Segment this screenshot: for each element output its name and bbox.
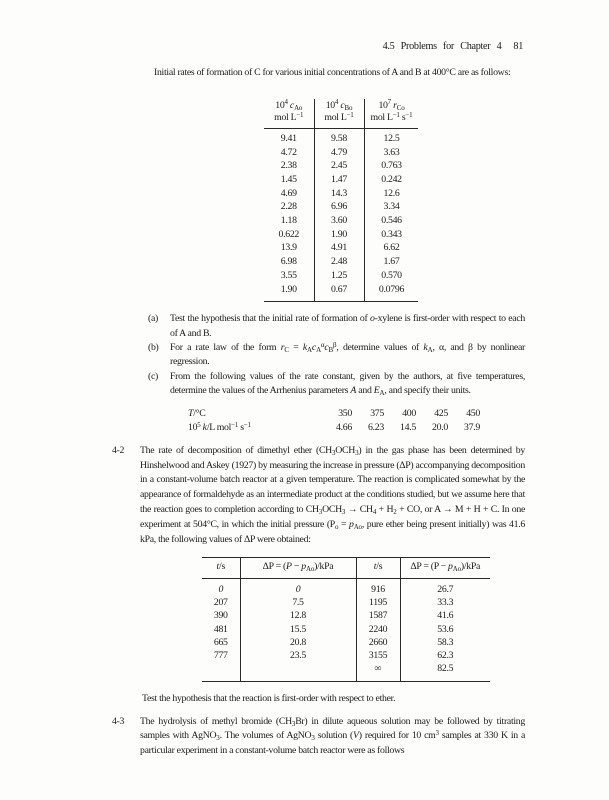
table-cell: 0.242 (364, 173, 418, 187)
rate-constant-value: 6.23 (368, 422, 384, 434)
problem-4-2 (112, 444, 525, 548)
problem-number: 4-2 (112, 444, 125, 456)
table-row (202, 636, 490, 649)
table-cell: 82.5 (400, 662, 490, 682)
table-cell: 1.90 (314, 228, 364, 242)
table-cell: 1.18 (280, 215, 297, 227)
table-cell: 1195 (356, 596, 400, 609)
table-cell: 6.96 (314, 200, 364, 214)
table-cell: 0.343 (364, 228, 418, 242)
table-cell: 9.58 (314, 128, 364, 145)
table-cell: 12.6 (364, 187, 418, 201)
table-cell: 1.67 (364, 255, 418, 269)
header-row (202, 558, 490, 579)
table-row (264, 128, 418, 145)
table-cell: 481 (213, 623, 228, 635)
table-cell: 0.67 (314, 283, 364, 302)
table-cell: 20.8 (240, 636, 356, 649)
rate-constant-row-label: $10^5$ k/L mol$^{-1}$ $s^{-1}$ (188, 420, 251, 434)
pressure-table (202, 557, 490, 681)
table-cell: 1587 (356, 609, 400, 622)
temperature-row (188, 407, 525, 422)
table-cell: 2240 (356, 623, 400, 636)
table-cell: 2.38 (280, 160, 297, 172)
page-number: 81 (513, 41, 523, 52)
part-label: (b) (148, 342, 159, 354)
header-row (264, 99, 418, 129)
temperature-value: 450 (466, 407, 480, 419)
problem-number: 4-3 (112, 715, 125, 727)
part-label: (c) (148, 370, 158, 382)
temperature-value: 350 (338, 407, 352, 419)
table-cell: 4.69 (280, 187, 297, 199)
table-cell: 58.3 (400, 636, 490, 649)
table-cell: 0.570 (364, 269, 418, 283)
temperature-values (320, 407, 480, 422)
temperature-value: 375 (370, 407, 384, 419)
initial-rates-table (264, 99, 418, 302)
table-row (264, 187, 418, 201)
table-cell: 12.8 (240, 609, 356, 622)
table-row (264, 173, 418, 187)
table-row (202, 662, 490, 682)
problem-part (148, 370, 525, 399)
problem-part (148, 312, 525, 341)
table-cell: 2660 (356, 636, 400, 649)
table-row (264, 269, 418, 283)
table-row (264, 241, 418, 255)
table-row (264, 146, 418, 160)
pressure-table-head (202, 558, 490, 579)
table-row (264, 214, 418, 228)
problem-text: The hydrolysis of methyl bromide $(CH_3Br)$ in dilute aqueous solution may be followed by titrating samples with AgNO$_3$. The volumes of AgNO$_3$ solution (V) required for 10 $cm^3$ samples at 330 K in a particular experiment in a constant-volume batch reactor were as follows (140, 715, 525, 757)
part-label: (a) (148, 313, 158, 325)
table-cell: 12.5 (364, 128, 418, 145)
rate-constant-row (188, 421, 525, 436)
closing-instruction: Test the hypothesis that the reaction is first-order with respect to ether. (142, 692, 396, 704)
rate-constant-values (320, 421, 480, 436)
table-cell: 3.60 (314, 214, 364, 228)
table-row (264, 200, 418, 214)
part-text: Test the hypothesis that the initial rate of formation of o-xylene is first-order with respect to each of A and B. (170, 313, 525, 339)
table-cell: 9.41 (280, 132, 297, 144)
table-cell: 6.62 (364, 241, 418, 255)
table-row (202, 649, 490, 662)
table-cell: 4.72 (280, 146, 297, 158)
column-header: $\Delta P = (P - p_{Ao})$/kPa (400, 558, 490, 579)
temperature-row-label: T/°C (188, 407, 206, 419)
table-cell: 3.55 (280, 269, 297, 281)
table-cell: 207 (213, 597, 228, 609)
problem-4-3 (112, 715, 525, 759)
table-cell: 26.7 (400, 579, 490, 597)
table-cell: 0.763 (364, 159, 418, 173)
table-cell: 0.622 (278, 228, 300, 240)
table-cell (240, 662, 356, 682)
table-row (202, 623, 490, 636)
table-cell: 777 (213, 649, 228, 661)
table-cell: 0 (240, 579, 356, 597)
running-head (383, 40, 523, 55)
problem-parts-list (148, 312, 525, 398)
table-cell (202, 662, 240, 682)
table-row (202, 609, 490, 622)
temperature-value: 425 (434, 407, 448, 419)
table-cell: 2.45 (314, 159, 364, 173)
table-cell: 1.47 (314, 173, 364, 187)
rate-constant-value: 14.5 (400, 422, 416, 434)
table-cell: 1.45 (280, 173, 297, 185)
rate-constant-value: 20.0 (432, 422, 448, 434)
table-cell: 41.6 (400, 609, 490, 622)
table-cell: 15.5 (240, 623, 356, 636)
rate-constant-value: 4.66 (336, 422, 352, 434)
part-text: From the following values of the rate constant, given by the authors, at five temperatures, determine the values of the Arrhenius parameters A and $E_A$, and specify their units. (170, 370, 525, 398)
table-cell: 1.25 (314, 269, 364, 283)
table-row (264, 159, 418, 173)
table-cell: 3155 (356, 649, 400, 662)
table-cell: 0.546 (364, 214, 418, 228)
part-text: For a rate law of the form $r_C = k_Ac_A^\alpha c_B^\beta$, determine values of $k_A$, α, and β by nonlinear regression. (170, 340, 525, 368)
table-cell: ∞ (356, 662, 400, 682)
table-row (264, 283, 418, 302)
problem-part (148, 341, 525, 370)
rate-constant-value: 37.9 (464, 422, 480, 434)
initial-rates-table-body (264, 128, 418, 301)
table-cell: 4.79 (314, 146, 364, 160)
table-cell: 0 (218, 584, 224, 596)
table-cell: 1.90 (280, 283, 297, 295)
table-row (202, 596, 490, 609)
table-cell: 2.28 (280, 201, 297, 213)
column-header: $10^4$ $c_{Bo}$ mol $L^{-1}$ (314, 99, 364, 129)
table-cell: 13.9 (280, 242, 297, 254)
intro-paragraph: Initial rates of formation of C for various initial concentrations of A and B at 400°C are as follows: (154, 67, 511, 78)
table-cell: 390 (213, 610, 228, 622)
column-header: $\Delta P = (P - p_{Ao})$/kPa (240, 558, 356, 579)
rate-constants-table (188, 407, 525, 436)
table-cell: 7.5 (240, 596, 356, 609)
table-cell: 33.3 (400, 596, 490, 609)
table-cell: 2.48 (314, 255, 364, 269)
temperature-value: 400 (402, 407, 416, 419)
table-cell: 3.34 (364, 200, 418, 214)
table-cell: 14.3 (314, 187, 364, 201)
pressure-table-body (202, 579, 490, 682)
table-cell: 6.98 (280, 256, 297, 268)
problem-text: The rate of decomposition of dimethyl ether $(CH_3OCH_3)$ in the gas phase has been determined by Hinshelwood and Askey (1927) by measuring the increase in pressure (ΔP) accompanying decomposition in a constant-volume batch reactor at a given temperature. The reaction is complicated somewhat by the appearance of formaldehyde as an intermediate product at the conditions studied, but we assume here that the reaction goes to completion according to $CH_3OCH_3 \to CH_4 + H_2$ + CO, or A → M + H + C. In one experiment at 504°C, in which the initial pressure ($P_o = p_{Ao}$, pure ether being present initially) was 41.6 kPa, the following values of ΔP were obtained: (140, 444, 526, 545)
table-row (264, 228, 418, 242)
table-cell: 53.6 (400, 623, 490, 636)
section-title: 4.5 Problems for Chapter 4 (382, 41, 502, 52)
table-cell: 62.3 (400, 649, 490, 662)
initial-rates-table-head (264, 99, 418, 129)
column-header: t/s (356, 558, 400, 579)
table-row (202, 579, 490, 597)
table-cell: 23.5 (240, 649, 356, 662)
table-cell: 0.0796 (364, 283, 418, 302)
table-row (264, 255, 418, 269)
column-header: $10^4$ $c_{Ao}$ mol $L^{-1}$ (264, 99, 314, 129)
column-header: $10^7$ $r_{Co}$ mol $L^{-1}$ $s^{-1}$ (364, 99, 418, 129)
table-cell: 3.63 (364, 146, 418, 160)
table-cell: 916 (356, 579, 400, 597)
table-cell: 4.91 (314, 241, 364, 255)
column-header: t/s (202, 558, 240, 579)
table-cell: 665 (213, 636, 228, 648)
